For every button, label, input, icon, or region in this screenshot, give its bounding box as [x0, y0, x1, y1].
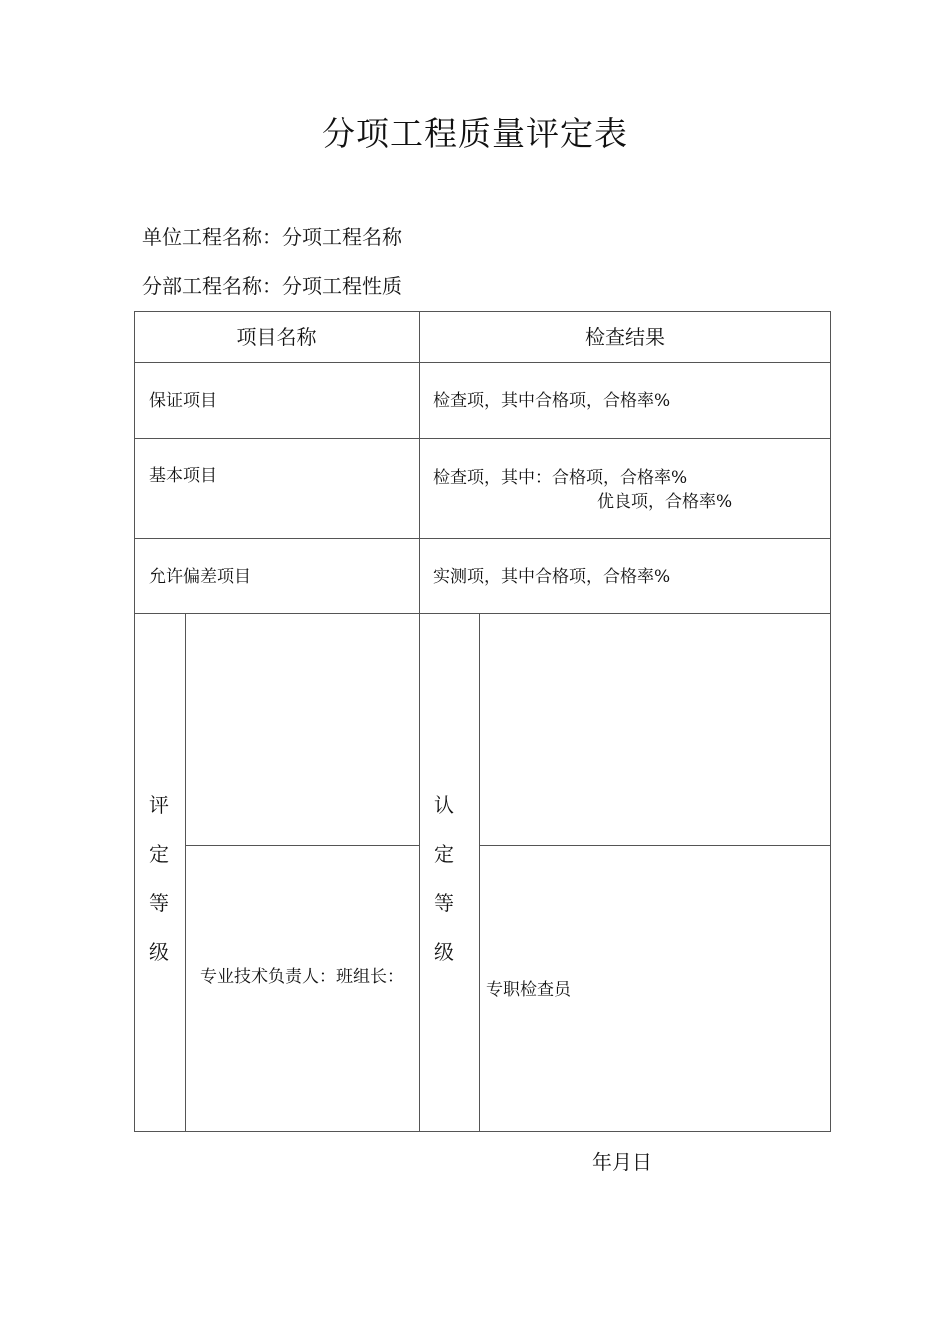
row-divider — [134, 438, 831, 439]
left-label-divider — [185, 613, 186, 1132]
left-vertical-label — [144, 790, 174, 986]
vertical-char: 认 — [434, 793, 454, 817]
table-border-left — [134, 311, 135, 1132]
row-divider — [134, 362, 831, 363]
page-title: 分项工程质量评定表 — [322, 114, 628, 153]
left-inner-divider — [185, 845, 419, 846]
inspector-signer: 专职检查员 — [486, 980, 571, 1000]
row-name: 允许偏差项目 — [149, 567, 251, 587]
row-divider — [134, 613, 831, 614]
right-label-divider — [479, 613, 480, 1132]
vertical-char: 级 — [434, 940, 454, 964]
row-result-line2: 优良项，合格率% — [597, 492, 733, 512]
evaluation-table — [134, 311, 831, 1132]
vertical-char: 定 — [434, 842, 454, 866]
row-name: 保证项目 — [149, 391, 217, 411]
row-name: 基本项目 — [149, 466, 217, 486]
unit-project-label: 单位工程名称： — [142, 225, 282, 249]
right-inner-divider — [479, 845, 831, 846]
unit-project-line — [142, 221, 402, 250]
vertical-char: 等 — [434, 891, 454, 915]
table-border-top — [134, 311, 831, 312]
vertical-char: 定 — [149, 842, 169, 866]
division-project-label: 分部工程名称： — [142, 274, 282, 298]
table-border-right — [830, 311, 831, 1132]
header-item-name: 项目名称 — [236, 325, 317, 349]
division-project-line — [142, 270, 402, 299]
date-line: 年月日 — [592, 1150, 652, 1174]
row-divider — [134, 538, 831, 539]
division-project-value: 分项工程性质 — [282, 274, 402, 298]
right-vertical-label — [429, 790, 459, 986]
technical-lead-signer: 专业技术负责人：班组长： — [200, 967, 404, 987]
row-result: 实测项，其中合格项，合格率% — [433, 567, 671, 587]
vertical-char: 级 — [149, 940, 169, 964]
unit-project-value: 分项工程名称 — [282, 225, 402, 249]
table-border-bottom — [134, 1131, 831, 1132]
vertical-char: 评 — [149, 793, 169, 817]
row-result: 检查项，其中：合格项，合格率% — [433, 468, 688, 488]
row-result: 检查项，其中合格项，合格率% — [433, 391, 671, 411]
vertical-char: 等 — [149, 891, 169, 915]
header-check-result: 检查结果 — [585, 325, 665, 349]
column-divider — [419, 311, 420, 1132]
